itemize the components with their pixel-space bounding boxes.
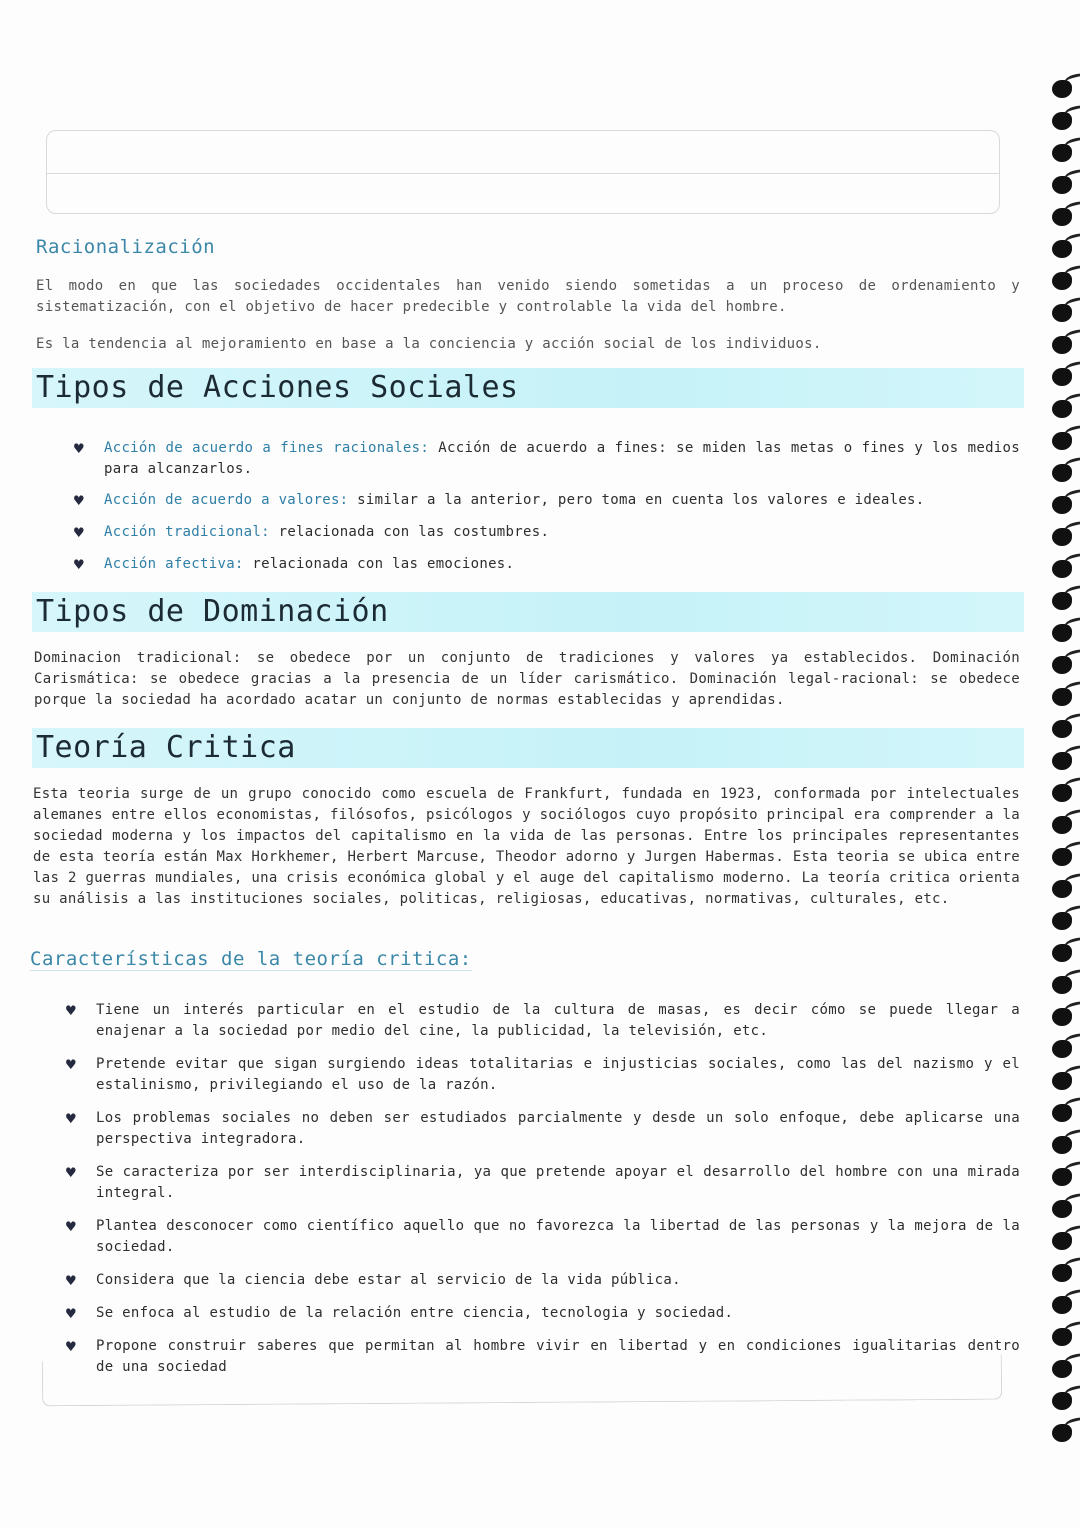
spiral-ring-icon [1052, 304, 1072, 322]
list-item: ♥ Tiene un interés particular en el estudio de la cultura de masas, es decir cómo se puede llegar a enajenar a la sociedad por medio del cine, la publicidad, la televisión, etc. [66, 1001, 1020, 1039]
spiral-ring-icon [1052, 368, 1072, 386]
spiral-ring-icon [1052, 880, 1072, 898]
spiral-ring-icon [1052, 976, 1072, 994]
list-item: ♥ Pretende evitar que sigan surgiendo ideas totalitarias e injusticias sociales, como las del nazismo y el estalinismo, privilegiando el uso de la razón. [66, 1055, 1020, 1093]
spiral-ring-icon [1052, 528, 1072, 546]
spiral-ring-icon [1052, 1232, 1072, 1250]
list-item: ♥ Acción de acuerdo a valores: similar a la anterior, pero toma en cuenta los valores e ideales. [74, 491, 925, 510]
heart-bullet-icon: ♥ [74, 491, 84, 510]
heart-bullet-icon: ♥ [66, 1163, 76, 1182]
list-item: ♥ Considera que la ciencia debe estar al servicio de la vida pública. [66, 1271, 681, 1290]
spiral-binding [1030, 70, 1080, 1450]
list-item: ♥ Acción de acuerdo a fines racionales: Acción de acuerdo a fines: se miden las metas o fines y los medios para alcanzarlos. [74, 439, 1020, 477]
racionalizacion-paragraph-1: El modo en que las sociedades occidentales han venido siendo sometidas a un proceso de ordenamiento y sistematización, con el objetivo de hacer predecible y controlable la vida del hombre. [36, 278, 1020, 315]
acciones-list [74, 438, 1020, 575]
spiral-ring-icon [1052, 560, 1072, 578]
teoria-paragraph: Esta teoria surge de un grupo conocido como escuela de Frankfurt, fundada en 1923, conformada por intelectuales alemanes entre ellos economistas, filósofos, psicólogos y sociólogos cuyo propósito principal era comprender a la sociedad moderna y los impactos del capitalismo en la vida de las personas. Entre los principales representantes de esta teoría están Max Horkhemer, Herbert Marcuse, Theodor adorno y Jurgen Habermas. Esta teoria se ubica entre las 2 guerras mundiales, una crisis económica global y el auge del capitalismo moderno. La teoría critica orienta su análisis a las instituciones sociales, politicas, religiosas, educativas, normativas, culturales, etc. [33, 786, 1020, 907]
spiral-ring-icon [1052, 1168, 1072, 1186]
spiral-ring-icon [1052, 688, 1072, 706]
spiral-ring-icon [1052, 1104, 1072, 1122]
heart-bullet-icon: ♥ [66, 1271, 76, 1290]
list-item: ♥ Propone construir saberes que permitan al hombre vivir en libertad y en condiciones igualitarias dentro de una sociedad [66, 1337, 1020, 1375]
heart-bullet-icon: ♥ [74, 439, 84, 458]
racionalizacion-paragraph-2: Es la tendencia al mejoramiento en base a la conciencia y acción social de los individuos. [36, 336, 822, 352]
spiral-ring-icon [1052, 944, 1072, 962]
spiral-ring-icon [1052, 1424, 1072, 1442]
heart-bullet-icon: ♥ [66, 1337, 76, 1356]
spiral-ring-icon [1052, 80, 1072, 98]
spiral-ring-icon [1052, 912, 1072, 930]
heading-band-dominacion [32, 592, 1024, 632]
spiral-ring-icon [1052, 1200, 1072, 1218]
spiral-ring-icon [1052, 720, 1072, 738]
spiral-ring-icon [1052, 1008, 1072, 1026]
section-title-racionalizacion: Racionalización [36, 236, 216, 258]
spiral-ring-icon [1052, 208, 1072, 226]
caracteristicas-list [66, 1000, 1020, 1378]
spiral-ring-icon [1052, 624, 1072, 642]
spiral-ring-icon [1052, 176, 1072, 194]
heart-bullet-icon: ♥ [66, 1055, 76, 1074]
list-item: ♥ Acción tradicional: relacionada con las costumbres. [74, 523, 550, 542]
spiral-ring-icon [1052, 752, 1072, 770]
dominacion-paragraph: Dominacion tradicional: se obedece por un conjunto de tradiciones y valores ya establecidos. Dominación Carismática: se obedece gracias a la presencia de un líder carismático. Dominación legal-racional: se obedece porque la sociedad ha acordado acatar un conjunto de normas establecidas y aprendidas. [34, 650, 1020, 708]
spiral-ring-icon [1052, 848, 1072, 866]
heart-bullet-icon: ♥ [66, 1001, 76, 1020]
spiral-ring-icon [1052, 240, 1072, 258]
heart-bullet-icon: ♥ [66, 1109, 76, 1128]
list-item: ♥ Plantea desconocer como científico aquello que no favorezca la libertad de las personas y la mejora de la sociedad. [66, 1217, 1020, 1255]
list-item: ♥ Se caracteriza por ser interdisciplinaria, ya que pretende apoyar el desarrollo del hombre con una mirada integral. [66, 1163, 1020, 1201]
spiral-ring-icon [1052, 144, 1072, 162]
spiral-ring-icon [1052, 1328, 1072, 1346]
spiral-ring-icon [1052, 656, 1072, 674]
spiral-ring-icon [1052, 336, 1072, 354]
list-item: ♥ Se enfoca al estudio de la relación entre ciencia, tecnologia y sociedad. [66, 1304, 734, 1323]
heading-acciones: Tipos de Acciones Sociales [36, 370, 519, 405]
spiral-ring-icon [1052, 784, 1072, 802]
spiral-ring-icon [1052, 1296, 1072, 1314]
heart-bullet-icon: ♥ [66, 1304, 76, 1323]
heart-bullet-icon: ♥ [74, 555, 84, 574]
spiral-ring-icon [1052, 1072, 1072, 1090]
spiral-ring-icon [1052, 816, 1072, 834]
spiral-ring-icon [1052, 400, 1072, 418]
spiral-ring-icon [1052, 1264, 1072, 1282]
spiral-ring-icon [1052, 1360, 1072, 1378]
empty-footer-box [42, 1355, 1002, 1407]
spiral-ring-icon [1052, 1136, 1072, 1154]
spiral-ring-icon [1052, 1392, 1072, 1410]
empty-title-box [46, 130, 1000, 214]
list-item: ♥ Los problemas sociales no deben ser estudiados parcialmente y desde un solo enfoque, debe aplicarse una perspectiva integradora. [66, 1109, 1020, 1147]
spiral-ring-icon [1052, 1040, 1072, 1058]
heading-dominacion: Tipos de Dominación [36, 594, 389, 629]
heading-band-teoria [32, 728, 1024, 768]
spiral-ring-icon [1052, 272, 1072, 290]
spiral-ring-icon [1052, 112, 1072, 130]
list-item: ♥ Acción afectiva: relacionada con las emociones. [74, 555, 515, 574]
heart-bullet-icon: ♥ [66, 1217, 76, 1236]
spiral-ring-icon [1052, 592, 1072, 610]
heart-bullet-icon: ♥ [74, 523, 84, 542]
heading-teoria-critica: Teoría Critica [36, 730, 296, 765]
spiral-ring-icon [1052, 464, 1072, 482]
section-title-caracteristicas: Características de la teoría critica: [30, 948, 472, 970]
spiral-ring-icon [1052, 432, 1072, 450]
heading-band-acciones [32, 368, 1024, 408]
spiral-ring-icon [1052, 496, 1072, 514]
